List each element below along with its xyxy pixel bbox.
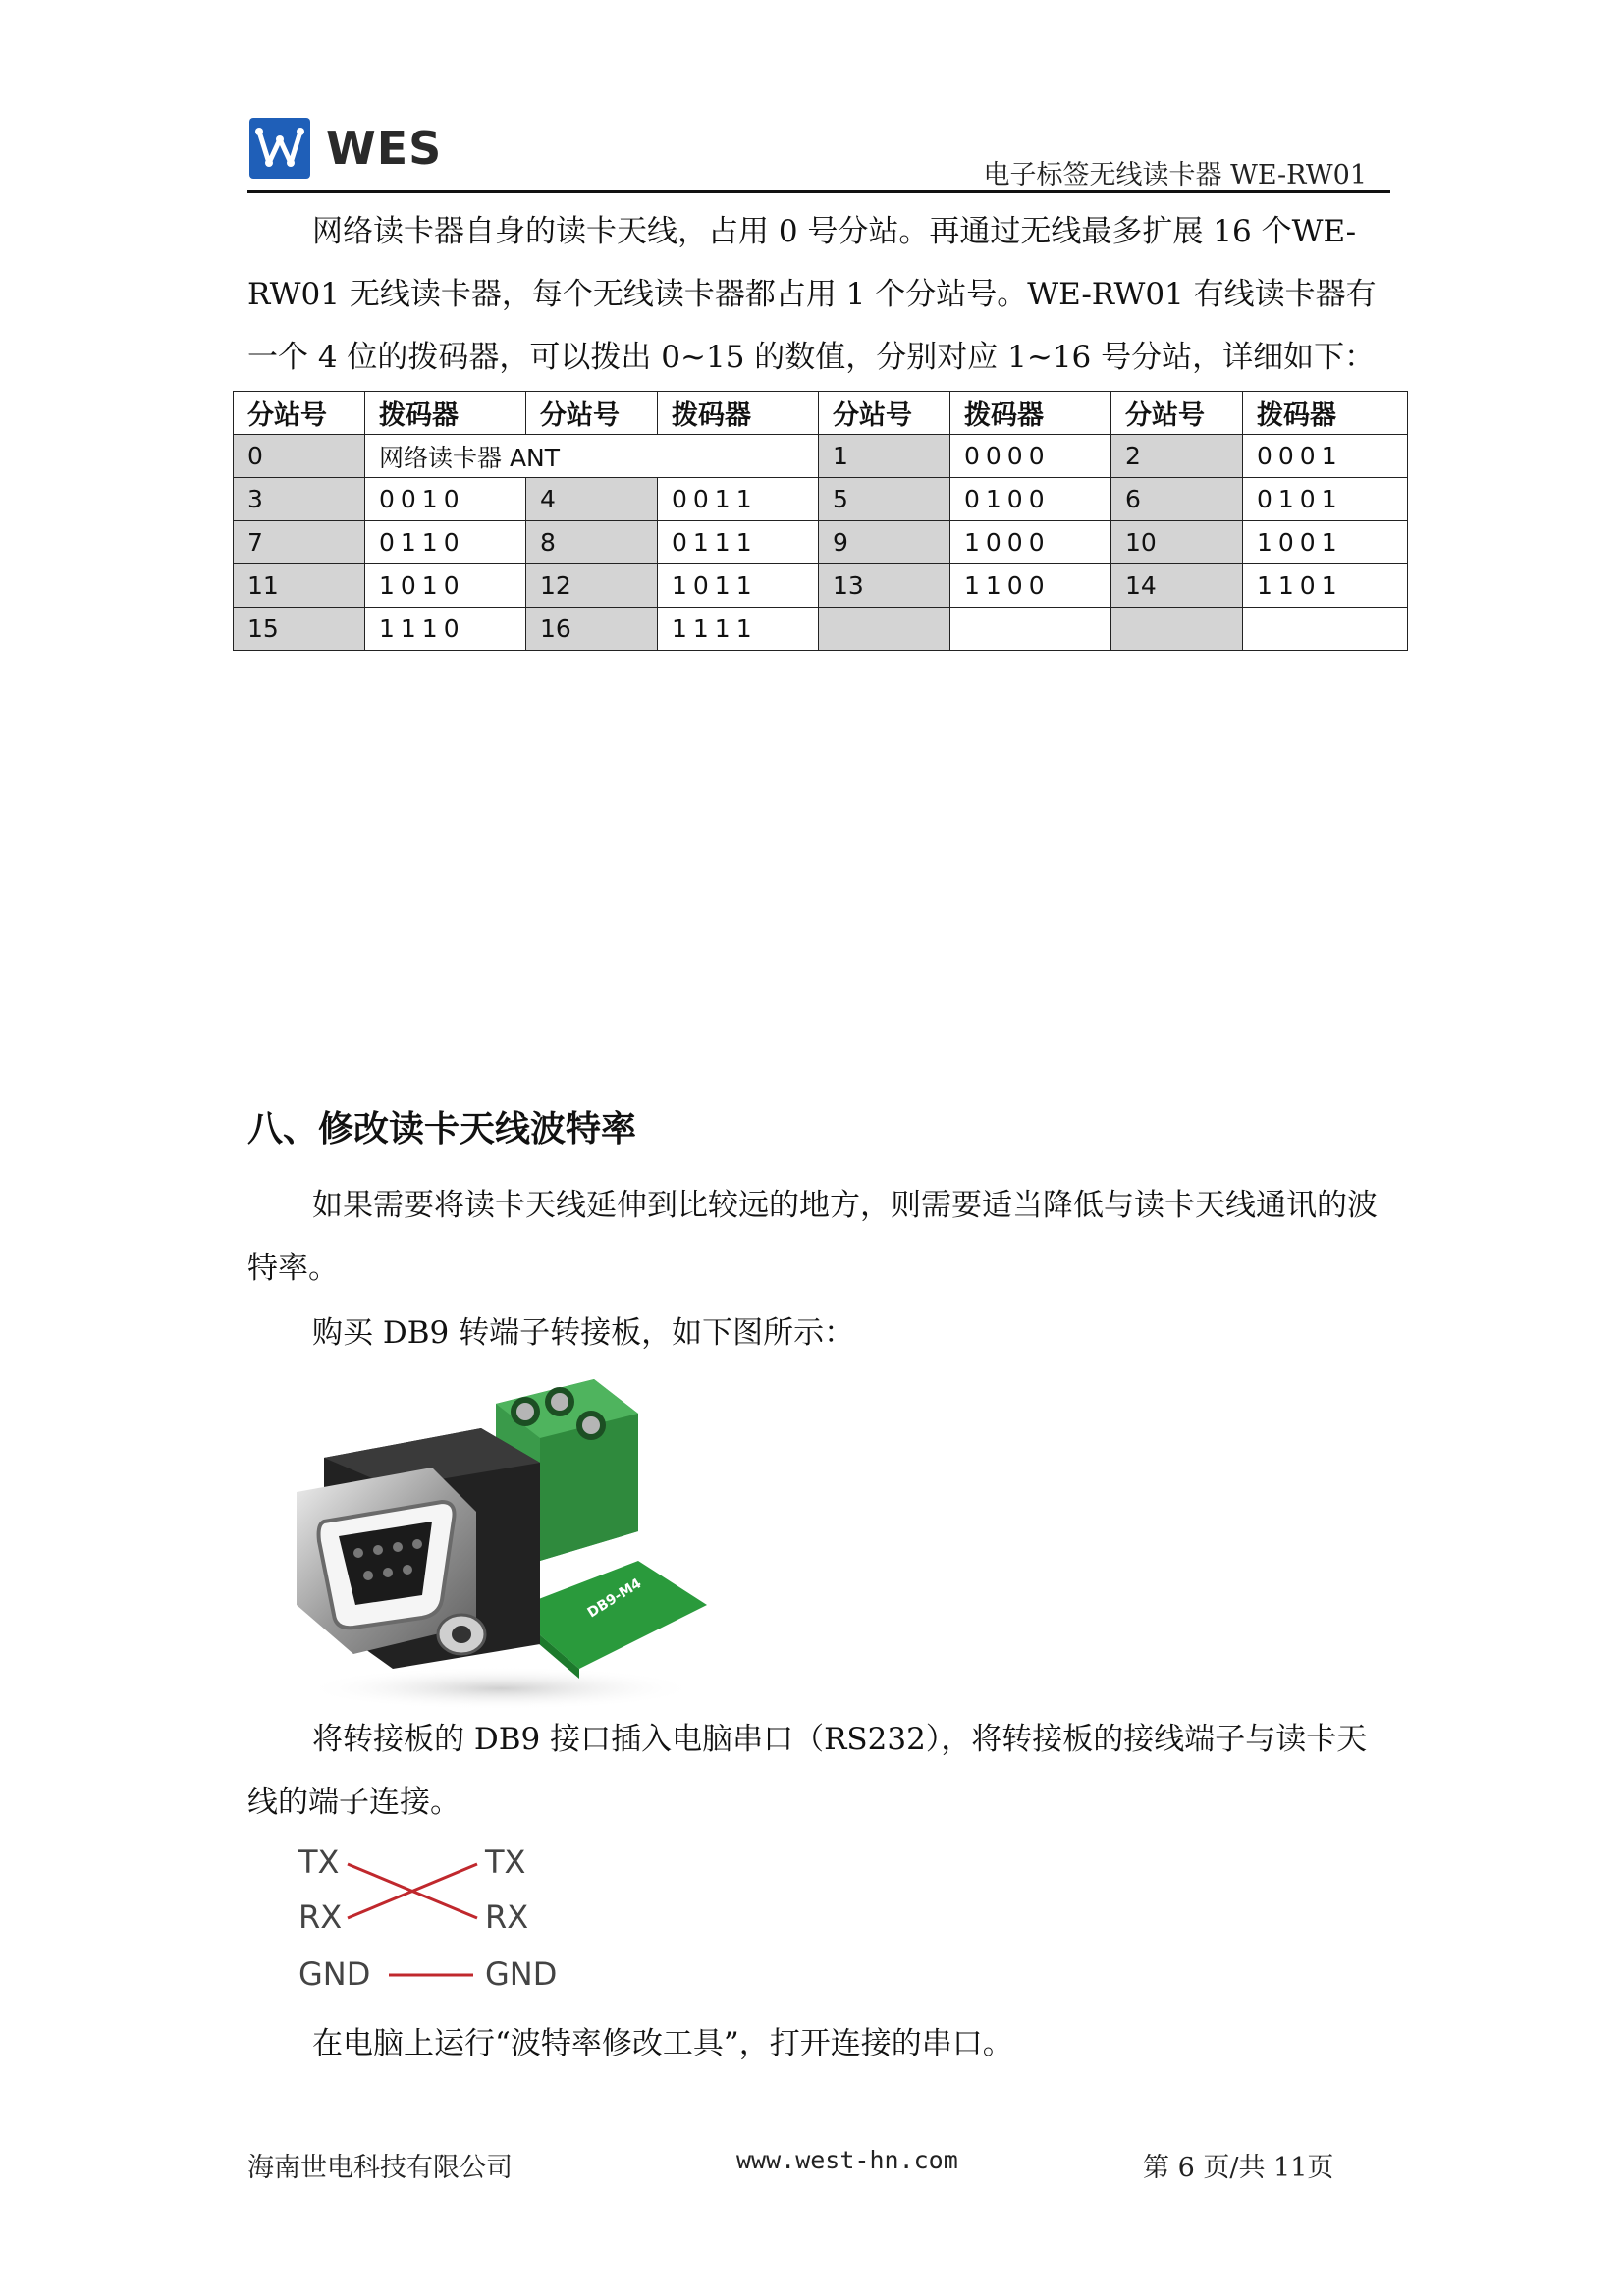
section-heading: 八、修改读卡天线波特率 (247, 1109, 637, 1149)
dip-cell: 0000 (950, 435, 1111, 478)
station-cell: 5 (819, 478, 950, 521)
section-paragraph: 如果需要将读卡天线延伸到比较远的地方，则需要适当降低与读卡天线通讯的波特率。 (247, 1188, 1378, 1286)
dip-cell: 1001 (1243, 521, 1408, 564)
station-cell: 2 (1111, 435, 1243, 478)
station-cell: 0 (234, 435, 365, 478)
station-cell (1111, 608, 1243, 651)
station-cell: 3 (234, 478, 365, 521)
station-cell (819, 608, 950, 651)
section-paragraph: 在电脑上运行“波特率修改工具”，打开连接的串口。 (312, 2026, 1013, 2061)
dip-cell: 0010 (365, 478, 526, 521)
station-cell: 13 (819, 564, 950, 608)
section-paragraph: 将转接板的 DB9 接口插入电脑串口（RS232），将转接板的接线端子与读卡天线的端子连接。 (247, 1722, 1368, 1820)
dip-cell (950, 608, 1111, 651)
wire-label-left: TX (298, 1843, 340, 1881)
dip-cell (1243, 608, 1408, 651)
footer-page-number: 第 6 页/共 11页 (1143, 2153, 1334, 2183)
wire-label-left: RX (298, 1898, 343, 1936)
table-row (234, 435, 1408, 478)
header-dip: 拨码器 (658, 392, 819, 435)
station-cell: 7 (234, 521, 365, 564)
station-cell: 8 (526, 521, 658, 564)
board-label: DB9-M4 (584, 1575, 645, 1622)
dip-cell: 1011 (658, 564, 819, 608)
footer-company: 海南世电科技有限公司 (247, 2153, 513, 2183)
wire-label-right: GND (485, 1955, 558, 1993)
station-cell: 11 (234, 564, 365, 608)
wire-label-right: RX (485, 1898, 529, 1936)
document-title: 电子标签无线读卡器 WE-RW01 (983, 160, 1367, 190)
section-paragraph: 购买 DB9 转端子转接板，如下图所示： (312, 1315, 855, 1351)
station-cell: 15 (234, 608, 365, 651)
station-cell: 1 (819, 435, 950, 478)
table-header-row (234, 392, 1408, 435)
station-cell: 12 (526, 564, 658, 608)
dip-cell: 0111 (658, 521, 819, 564)
dip-cell: 0011 (658, 478, 819, 521)
header-dip: 拨码器 (365, 392, 526, 435)
db9-adapter-image (285, 1374, 717, 1713)
station-cell: 10 (1111, 521, 1243, 564)
company-logo (247, 116, 442, 181)
table-row (234, 564, 1408, 608)
dip-cell: 0100 (950, 478, 1111, 521)
header-dip: 拨码器 (950, 392, 1111, 435)
station-cell: 9 (819, 521, 950, 564)
header-dip: 拨码器 (1243, 392, 1408, 435)
dip-cell: 0101 (1243, 478, 1408, 521)
footer-url: www.west-hn.com (736, 2146, 958, 2174)
dip-cell: 1101 (1243, 564, 1408, 608)
dip-cell: 1100 (950, 564, 1111, 608)
dip-cell: 1000 (950, 521, 1111, 564)
wes-logo-icon (247, 116, 312, 181)
header-station: 分站号 (1111, 392, 1243, 435)
table-row (234, 521, 1408, 564)
header-station: 分站号 (526, 392, 658, 435)
header-station: 分站号 (234, 392, 365, 435)
intro-paragraph: 网络读卡器自身的读卡天线，占用 0 号分站。再通过无线最多扩展 16 个WE-RW01 无线读卡器，每个无线读卡器都占用 1 个分站号。WE-RW01 有线读卡器有一个 4 位的拨码器，可以拨出 0~15 的数值，分别对应 1~16 号分站，详细如下： (247, 214, 1377, 375)
dip-cell: 1110 (365, 608, 526, 651)
dip-cell: 0001 (1243, 435, 1408, 478)
wire-label-left: GND (298, 1955, 371, 1993)
wiring-diagram (291, 1838, 585, 2004)
dip-cell: 0110 (365, 521, 526, 564)
station-cell: 6 (1111, 478, 1243, 521)
table-row (234, 608, 1408, 651)
header-divider (247, 190, 1390, 193)
dip-cell: 1111 (658, 608, 819, 651)
dip-cell: 网络读卡器 ANT (365, 435, 819, 478)
station-cell: 16 (526, 608, 658, 651)
header-station: 分站号 (819, 392, 950, 435)
dip-switch-table (233, 391, 1408, 651)
table-row (234, 478, 1408, 521)
logo-text: WES (326, 122, 443, 175)
station-cell: 14 (1111, 564, 1243, 608)
wire-label-right: TX (485, 1843, 526, 1881)
dip-cell: 1010 (365, 564, 526, 608)
station-cell: 4 (526, 478, 658, 521)
